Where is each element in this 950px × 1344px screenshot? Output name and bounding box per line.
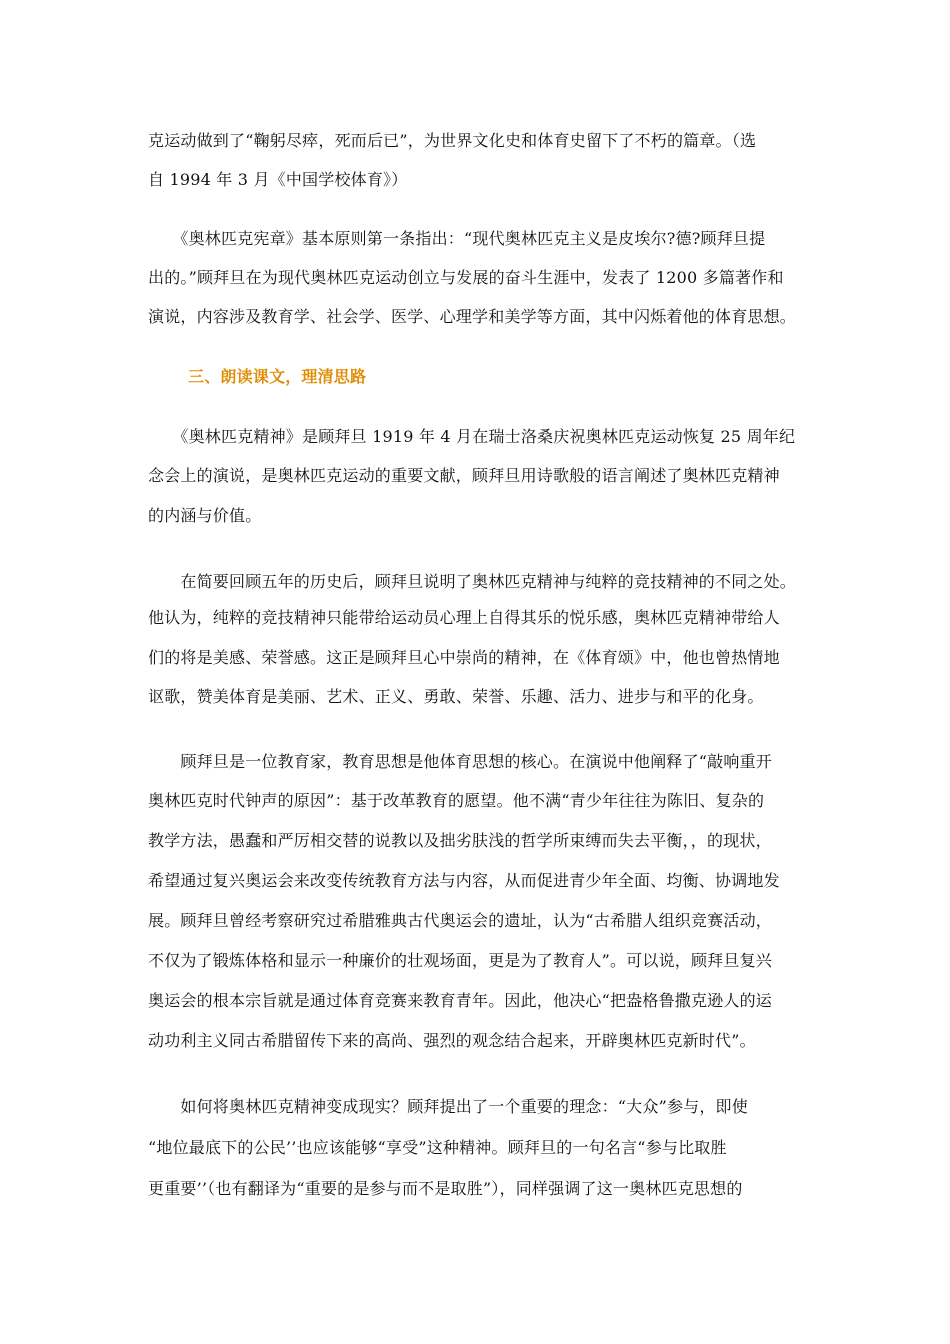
text-line: “地位最底下的公民’’也应该能够“享受”这种精神。顾拜旦的一句名言“参与比取胜 <box>148 1138 727 1157</box>
text-line: 在简要回顾五年的历史后，顾拜旦说明了奥林匹克精神与纯粹的竞技精神的不同之处。 <box>148 572 797 591</box>
text-line: 《奥林匹克宪章》基本原则第一条指出：“现代奥林匹克主义是皮埃尔?德?顾拜旦提 <box>148 229 766 248</box>
text-line: 更重要’’（也有翻译为“重要的是参与而不是取胜”），同样强调了这一奥林匹克思想的 <box>148 1179 743 1198</box>
text-line: 他认为，纯粹的竞技精神只能带给运动员心理上自得其乐的悦乐感，奥林匹克精神带给人 <box>148 608 780 627</box>
text-line: 出的。”顾拜旦在为现代奥林匹克运动创立与发展的奋斗生涯中，发表了 1200 多篇著作和 <box>148 268 784 287</box>
text-line: 动功利主义同古希腊留传下来的高尚、强烈的观念结合起来，开辟奥林匹克新时代”。 <box>148 1031 756 1050</box>
text-line: 们的将是美感、荣誉感。这正是顾拜旦心中崇尚的精神，在《体育颂》中，他也曾热情地 <box>148 648 780 667</box>
text-line: 的内涵与价值。 <box>148 506 262 525</box>
text-line: 顾拜旦是一位教育家，教育思想是他体育思想的核心。在演说中他阐释了“敲响重开 <box>148 752 772 771</box>
text-line: 奥林匹克时代钟声的原因”：基于改革教育的愿望。他不满“青少年往往为陈旧、复杂的 <box>148 791 765 810</box>
text-line: 《奥林匹克精神》是顾拜旦 1919 年 4 月在瑞士洛桑庆祝奥林匹克运动恢复 25 周年纪 <box>148 427 796 446</box>
text-line: 如何将奥林匹克精神变成现实？顾拜提出了一个重要的理念：“大众”参与，即使 <box>148 1097 748 1116</box>
text-line: 克运动做到了“鞠躬尽瘁，死而后已”，为世界文化史和体育史留下了不朽的篇章。（选 <box>148 131 757 150</box>
section-heading: 三、朗读课文，理清思路 <box>188 367 367 386</box>
text-line: 教学方法，愚蠢和严厉相交替的说教以及拙劣肤浅的哲学所束缚而失去平衡，，的现状， <box>148 831 772 850</box>
text-line: 讴歌，赞美体育是美丽、艺术、正义、勇敢、荣誉、乐趣、活力、进步与和平的化身。 <box>148 687 764 706</box>
text-line: 奥运会的根本宗旨就是通过体育竞赛来教育青年。因此，他决心“把盎格鲁撒克逊人的运 <box>148 991 772 1010</box>
text-line: 自 1994 年 3 月《中国学校体育》） <box>148 170 408 189</box>
text-line: 希望通过复兴奥运会来改变传统教育方法与内容，从而促进青少年全面、均衡、协调地发 <box>148 871 780 890</box>
text-line: 展。顾拜旦曾经考察研究过希腊雅典古代奥运会的遗址，认为“古希腊人组织竞赛活动， <box>148 911 772 930</box>
text-line: 演说，内容涉及教育学、社会学、医学、心理学和美学等方面，其中闪烁着他的体育思想。 <box>148 307 797 326</box>
text-line: 不仅为了锻炼体格和显示一种廉价的壮观场面，更是为了教育人”。可以说，顾拜旦复兴 <box>148 951 772 970</box>
text-line: 念会上的演说，是奥林匹克运动的重要文献，顾拜旦用诗歌般的语言阐述了奥林匹克精神 <box>148 466 780 485</box>
